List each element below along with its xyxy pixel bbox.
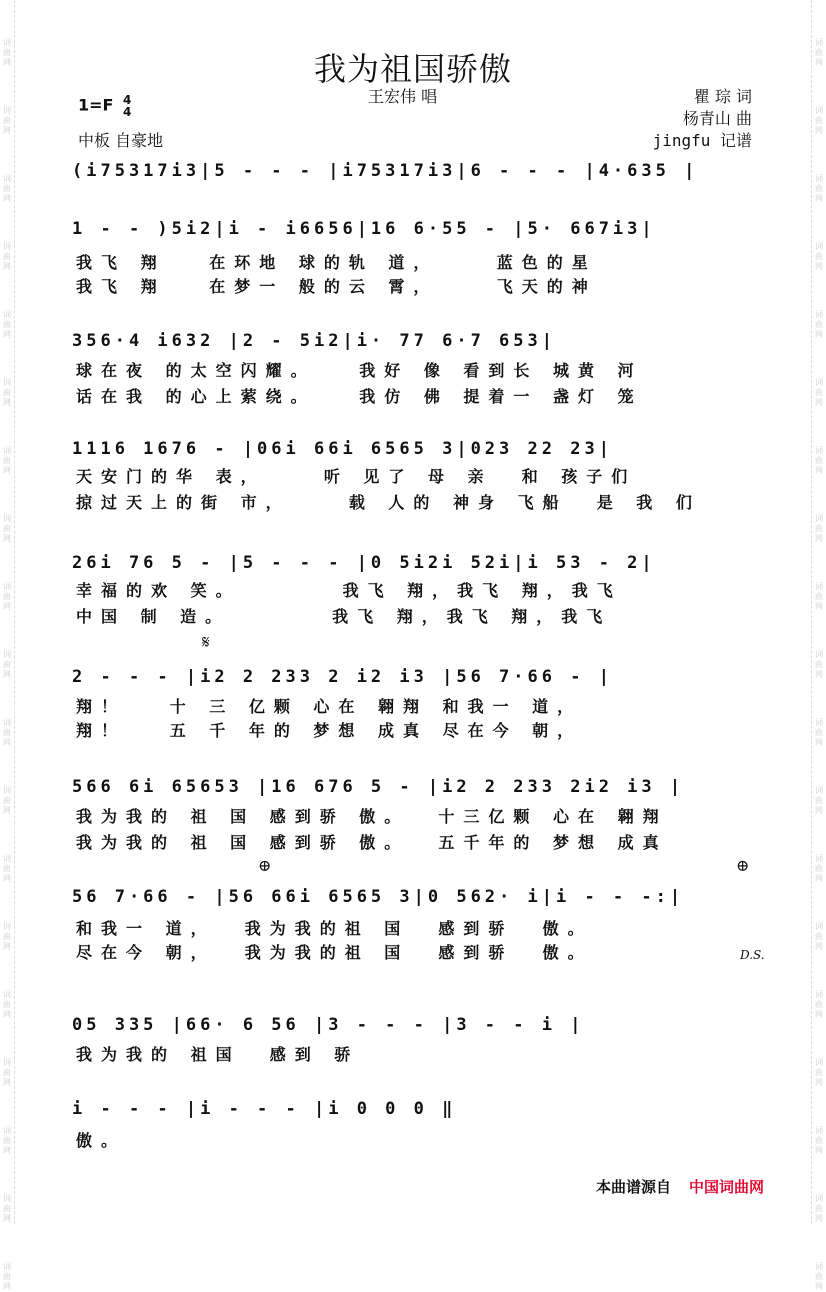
watermark-char: 网 <box>3 466 11 475</box>
watermark-char: 词 <box>815 786 823 795</box>
watermark-char: 词 <box>815 106 823 115</box>
watermark-char: 曲 <box>3 932 11 941</box>
lyric-line-verse1: 球在夜 的太空闪耀。 我好 像 看到长 城黄 河 <box>76 361 643 380</box>
watermark-char: 词 <box>3 174 11 183</box>
watermark-char: 曲 <box>3 48 11 57</box>
watermark-group <box>815 650 823 680</box>
watermark-group <box>3 650 11 680</box>
watermark-char: 曲 <box>815 48 823 57</box>
watermark-char: 词 <box>815 854 823 863</box>
watermark-char: 网 <box>815 1146 823 1155</box>
notation-line: 56 7·66 - |56 66i 6565 3|0 562· i|i - - -:| <box>72 887 685 907</box>
lyric-line-verse2: 话在我 的心上萦绕。 我仿 佛 提着一 盏灯 笼 <box>76 387 643 406</box>
coda-mark-end: ⊕ <box>736 856 750 875</box>
watermark-char: 曲 <box>815 932 823 941</box>
notation-line: 566 6i 65653 |16 676 5 - |i2 2 233 2i2 i3 | <box>72 777 685 797</box>
notation-line: 05 335 |66· 6 56 |3 - - - |3 - - i | <box>72 1015 585 1035</box>
watermark-char: 网 <box>815 602 823 611</box>
watermark-group <box>815 106 823 136</box>
watermark-char: 曲 <box>3 1204 11 1213</box>
watermark-group <box>815 990 823 1020</box>
key-text: 1=F <box>78 95 114 115</box>
watermark-group <box>3 582 11 612</box>
watermark-char: 曲 <box>3 864 11 873</box>
watermark-char: 词 <box>815 38 823 47</box>
watermark-char: 曲 <box>3 1068 11 1077</box>
watermark-group <box>3 786 11 816</box>
watermark-char: 曲 <box>815 388 823 397</box>
watermark-char: 词 <box>3 1058 11 1067</box>
source-label: 本曲谱源自 <box>596 1178 672 1196</box>
time-signature <box>123 94 131 118</box>
lyricist-credit: 瞿 琮 词 <box>693 87 752 106</box>
watermark-char: 网 <box>815 58 823 67</box>
watermark-char: 词 <box>3 1126 11 1135</box>
watermark-char: 曲 <box>815 524 823 533</box>
watermark-char: 网 <box>815 330 823 339</box>
lyric-line-verse1: 幸福的欢 笑。 我飞 翔，我飞 翔，我飞 <box>76 581 622 600</box>
watermark-group <box>815 922 823 952</box>
watermark-char: 曲 <box>3 592 11 601</box>
watermark-char: 网 <box>3 738 11 747</box>
watermark-char: 词 <box>815 1126 823 1135</box>
watermark-char: 网 <box>3 1078 11 1087</box>
notation-line: (i75317i3|5 - - - |i75317i3|6 - - - |4·635 | <box>72 161 699 181</box>
notation-line: i - - - |i - - - |i 0 0 0 ‖ <box>72 1099 457 1119</box>
lyric-line-verse1: 我为我的 祖 国 感到骄 傲。 十三亿颗 心在 翱翔 <box>76 807 668 826</box>
source-site-link[interactable]: 中国词曲网 <box>689 1178 765 1196</box>
watermark-char: 词 <box>815 922 823 931</box>
watermark-group <box>815 514 823 544</box>
watermark-char: 曲 <box>815 1068 823 1077</box>
watermark-char: 网 <box>3 1146 11 1155</box>
watermark-group <box>3 310 11 340</box>
watermark-char: 词 <box>815 718 823 727</box>
watermark-group <box>815 582 823 612</box>
watermark-group <box>815 1058 823 1088</box>
watermark-group <box>815 310 823 340</box>
notation-line: 2 - - - |i2 2 233 2 i2 i3 |56 7·66 - | <box>72 667 613 687</box>
lyric-line-verse2: 掠过天上的街 市， 载 人的 神身 飞船 是 我 们 <box>76 493 701 512</box>
watermark-char: 曲 <box>815 728 823 737</box>
watermark-group <box>3 378 11 408</box>
watermark-group <box>3 1194 11 1224</box>
lyric-line-verse2: 中国 制 造。 我飞 翔，我飞 翔，我飞 <box>76 607 612 626</box>
lyric-line-verse1: 傲。 <box>76 1131 127 1150</box>
watermark-char: 曲 <box>815 116 823 125</box>
watermark-char: 词 <box>3 786 11 795</box>
time-numerator: 4 <box>123 93 132 107</box>
watermark-char: 词 <box>3 990 11 999</box>
watermark-group <box>815 174 823 204</box>
singer: 王宏伟 唱 <box>368 87 438 106</box>
lyric-line-verse1: 我为我的 祖国 感到 骄 <box>76 1045 360 1064</box>
watermark-char: 曲 <box>815 796 823 805</box>
watermark-char: 网 <box>815 670 823 679</box>
watermark-char: 网 <box>3 1010 11 1019</box>
watermark-char: 曲 <box>815 1136 823 1145</box>
watermark-char: 词 <box>3 1262 11 1271</box>
watermark-char: 网 <box>3 942 11 951</box>
notation-line: 356·4 i632 |2 - 5i2|i· 77 6·7 653| <box>72 331 556 351</box>
lyric-line-verse2: 尽在今 朝， 我为我的祖 国 感到骄 傲。 <box>76 943 593 962</box>
coda-mark: ⊕ <box>258 856 272 875</box>
watermark-char: 曲 <box>3 524 11 533</box>
lyric-line-verse1: 天安门的华 表， 听 见了 母 亲 和 孩子们 <box>76 467 637 486</box>
watermark-char: 词 <box>815 446 823 455</box>
lyric-line-verse1: 翔！ 十 三 亿颗 心在 翱翔 和我一 道， <box>76 697 583 716</box>
watermark-char: 曲 <box>3 320 11 329</box>
watermark-group <box>815 242 823 272</box>
watermark-group <box>3 922 11 952</box>
watermark-char: 词 <box>3 718 11 727</box>
watermark-char: 曲 <box>3 252 11 261</box>
watermark-char: 网 <box>815 194 823 203</box>
watermark-char: 网 <box>3 58 11 67</box>
watermark-char: 曲 <box>815 1272 823 1281</box>
watermark-char: 词 <box>3 922 11 931</box>
watermark-char: 网 <box>815 1078 823 1087</box>
watermark-char: 词 <box>3 310 11 319</box>
left-watermark-column <box>2 0 12 1291</box>
watermark-group <box>815 854 823 884</box>
watermark-char: 词 <box>3 514 11 523</box>
watermark-char: 词 <box>815 582 823 591</box>
watermark-char: 网 <box>3 398 11 407</box>
watermark-group <box>3 242 11 272</box>
left-border <box>14 0 15 1224</box>
watermark-char: 曲 <box>3 1272 11 1281</box>
watermark-group <box>3 854 11 884</box>
watermark-char: 网 <box>815 466 823 475</box>
watermark-group <box>3 1058 11 1088</box>
watermark-char: 曲 <box>3 728 11 737</box>
watermark-char: 词 <box>815 310 823 319</box>
watermark-char: 词 <box>815 1058 823 1067</box>
watermark-group <box>3 514 11 544</box>
watermark-group <box>3 990 11 1020</box>
watermark-char: 网 <box>815 534 823 543</box>
watermark-char: 词 <box>3 242 11 251</box>
watermark-char: 网 <box>3 806 11 815</box>
lyric-line-verse1: 我飞 翔 在环地 球的轨 道， 蓝色的星 <box>76 253 597 272</box>
watermark-char: 词 <box>815 514 823 523</box>
watermark-char: 网 <box>3 126 11 135</box>
lyric-line-verse1: 和我一 道， 我为我的祖 国 感到骄 傲。 <box>76 919 593 938</box>
watermark-char: 网 <box>815 1010 823 1019</box>
watermark-char: 曲 <box>815 252 823 261</box>
watermark-char: 词 <box>3 446 11 455</box>
watermark-char: 网 <box>3 534 11 543</box>
watermark-group <box>815 446 823 476</box>
watermark-char: 曲 <box>815 864 823 873</box>
watermark-char: 网 <box>3 602 11 611</box>
watermark-group <box>815 1126 823 1156</box>
watermark-char: 曲 <box>3 1000 11 1009</box>
ds-mark: D.S. <box>740 948 765 962</box>
notation-line: 1 - - )5i2|i - i6656|16 6·55 - |5· 667i3| <box>72 219 656 239</box>
watermark-char: 网 <box>815 126 823 135</box>
watermark-char: 曲 <box>815 184 823 193</box>
right-border <box>811 0 812 1224</box>
watermark-char: 网 <box>3 194 11 203</box>
watermark-char: 词 <box>815 378 823 387</box>
watermark-group <box>815 786 823 816</box>
lyric-line-verse2: 我为我的 祖 国 感到骄 傲。 五千年的 梦想 成真 <box>76 833 668 852</box>
watermark-char: 曲 <box>815 592 823 601</box>
notation-line: 26i 76 5 - |5 - - - |0 5i2i 52i|i 53 - 2| <box>72 553 656 573</box>
segno-mark: 𝄋 <box>202 632 210 653</box>
song-title: 我为祖国骄傲 <box>313 50 512 88</box>
watermark-char: 词 <box>3 378 11 387</box>
transcriber-credit: jingfu 记谱 <box>652 131 752 150</box>
watermark-char: 词 <box>815 1194 823 1203</box>
watermark-char: 词 <box>815 1262 823 1271</box>
watermark-char: 词 <box>3 854 11 863</box>
watermark-char: 词 <box>3 106 11 115</box>
watermark-char: 网 <box>815 262 823 271</box>
watermark-char: 曲 <box>815 456 823 465</box>
key-signature <box>78 94 131 118</box>
watermark-char: 网 <box>3 670 11 679</box>
watermark-char: 词 <box>3 582 11 591</box>
watermark-char: 网 <box>3 330 11 339</box>
watermark-char: 网 <box>3 1214 11 1223</box>
watermark-char: 曲 <box>815 320 823 329</box>
watermark-char: 曲 <box>3 1136 11 1145</box>
watermark-char: 词 <box>3 38 11 47</box>
watermark-group <box>3 1262 11 1292</box>
watermark-group <box>815 1194 823 1224</box>
lyric-line-verse2: 翔！ 五 千 年的 梦想 成真 尽在今 朝， <box>76 721 583 740</box>
watermark-char: 网 <box>815 398 823 407</box>
watermark-char: 网 <box>3 1282 11 1291</box>
watermark-char: 词 <box>815 650 823 659</box>
watermark-group <box>3 718 11 748</box>
watermark-char: 网 <box>815 1214 823 1223</box>
time-denominator: 4 <box>123 105 132 119</box>
watermark-char: 曲 <box>815 1204 823 1213</box>
watermark-char: 曲 <box>815 660 823 669</box>
notation-line: 1116 1676 - |06i 66i 6565 3|023 22 23| <box>72 439 613 459</box>
watermark-char: 网 <box>3 874 11 883</box>
watermark-group <box>3 106 11 136</box>
watermark-char: 词 <box>3 1194 11 1203</box>
source-note <box>596 1176 764 1197</box>
watermark-char: 曲 <box>815 1000 823 1009</box>
watermark-group <box>815 1262 823 1292</box>
watermark-char: 曲 <box>3 184 11 193</box>
watermark-char: 曲 <box>3 388 11 397</box>
tempo-marking: 中板 自豪地 <box>78 131 164 150</box>
watermark-group <box>815 378 823 408</box>
watermark-char: 曲 <box>3 116 11 125</box>
watermark-char: 词 <box>815 242 823 251</box>
watermark-char: 网 <box>815 738 823 747</box>
watermark-char: 网 <box>815 942 823 951</box>
watermark-char: 网 <box>815 874 823 883</box>
watermark-group <box>815 718 823 748</box>
watermark-char: 曲 <box>3 660 11 669</box>
right-watermark-column <box>814 0 824 1291</box>
watermark-group <box>3 1126 11 1156</box>
watermark-char: 词 <box>3 650 11 659</box>
watermark-group <box>3 174 11 204</box>
lyric-line-verse2: 我飞 翔 在梦一 般的云 霄， 飞天的神 <box>76 277 597 296</box>
watermark-char: 网 <box>815 806 823 815</box>
watermark-group <box>3 446 11 476</box>
watermark-char: 网 <box>3 262 11 271</box>
watermark-char: 词 <box>815 990 823 999</box>
watermark-char: 词 <box>815 174 823 183</box>
watermark-char: 曲 <box>3 796 11 805</box>
watermark-char: 网 <box>815 1282 823 1291</box>
composer-credit: 杨青山 曲 <box>682 109 752 128</box>
watermark-char: 曲 <box>3 456 11 465</box>
